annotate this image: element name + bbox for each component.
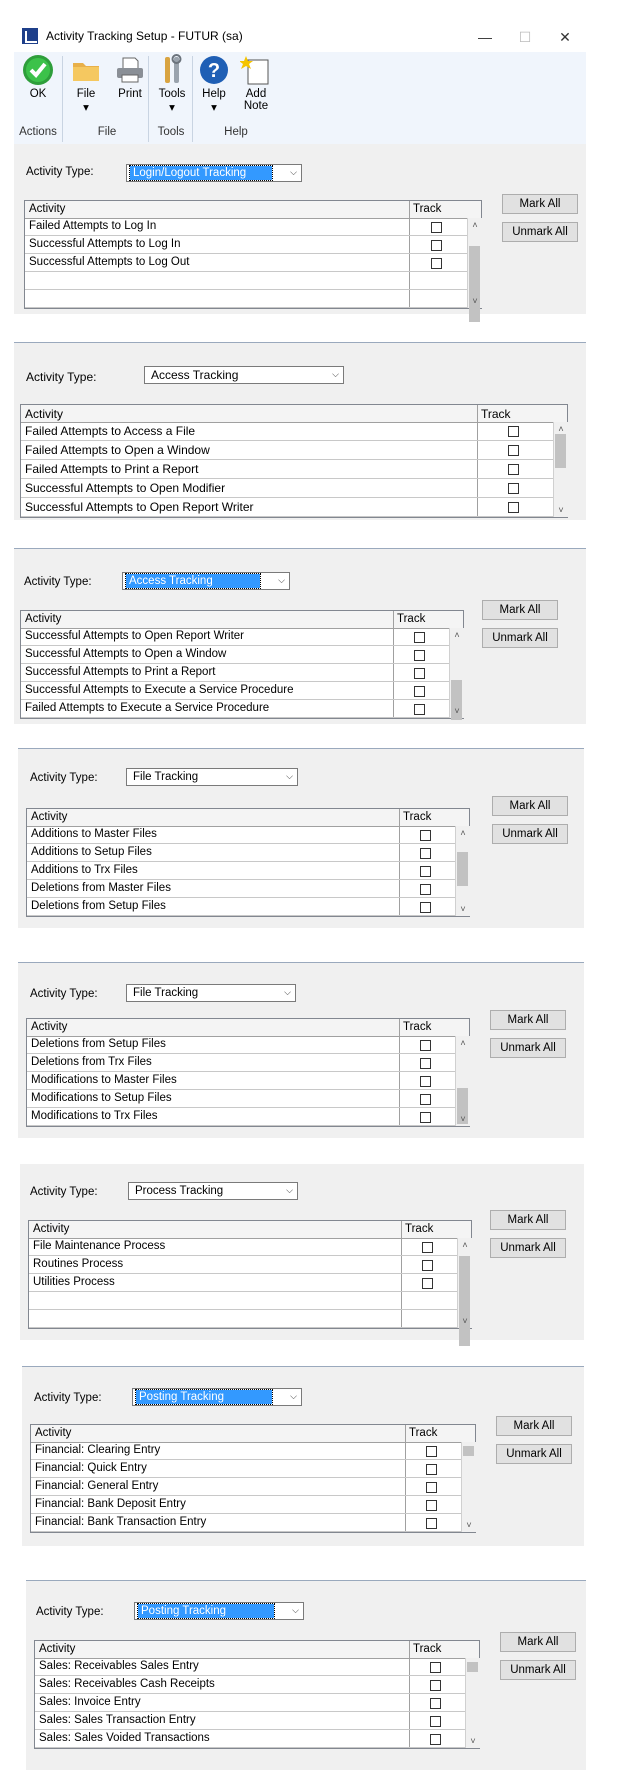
track-checkbox[interactable] xyxy=(420,830,431,841)
activity-name: Failed Attempts to Print a Report xyxy=(25,462,199,476)
add-note-button[interactable]: Add Note xyxy=(236,54,276,112)
track-checkbox[interactable] xyxy=(420,1112,431,1123)
chevron-down-icon[interactable]: ⌵ xyxy=(284,987,291,997)
mark-all-button[interactable]: Mark All xyxy=(492,796,568,816)
chevron-down-icon[interactable]: ⌵ xyxy=(332,369,339,379)
activity-name: Failed Attempts to Access a File xyxy=(25,424,196,438)
ribbon-separator xyxy=(62,56,63,142)
panel-border xyxy=(14,548,586,549)
activity-type-dropdown[interactable] xyxy=(126,768,298,786)
activity-name: Sales: Sales Voided Transactions xyxy=(39,1732,210,1744)
track-checkbox[interactable] xyxy=(508,426,519,437)
track-checkbox[interactable] xyxy=(422,1242,433,1253)
grid-header xyxy=(27,809,469,827)
table-row[interactable] xyxy=(35,1730,465,1748)
track-checkbox[interactable] xyxy=(508,502,519,513)
ribbon-group-help: Help xyxy=(224,126,248,138)
table-row[interactable] xyxy=(29,1292,457,1310)
table-row[interactable] xyxy=(35,1658,465,1676)
activity-name: Successful Attempts to Open Report Writer xyxy=(25,500,254,514)
activity-grid xyxy=(20,404,568,518)
activity-panel xyxy=(14,548,586,724)
ribbon-separator xyxy=(192,56,193,142)
track-checkbox[interactable] xyxy=(414,686,425,697)
unmark-all-button[interactable]: Unmark All xyxy=(500,1660,576,1680)
scrollbar-thumb[interactable] xyxy=(555,434,566,468)
activity-name: Additions to Setup Files xyxy=(31,846,152,858)
scroll-down-icon[interactable]: ˅ xyxy=(460,904,466,914)
folder-icon xyxy=(70,54,102,86)
activity-name: Modifications to Master Files xyxy=(31,1074,177,1086)
activity-name: Utilities Process xyxy=(33,1276,115,1288)
activity-name: Successful Attempts to Execute a Service Procedure xyxy=(25,684,294,696)
column-header-track[interactable]: Track xyxy=(413,203,442,215)
vertical-scrollbar[interactable] xyxy=(467,218,482,308)
chevron-down-icon[interactable]: ⌵ xyxy=(286,1185,293,1195)
activity-name: Additions to Master Files xyxy=(31,828,157,840)
minimize-button[interactable]: — xyxy=(478,29,492,45)
column-header-activity[interactable]: Activity xyxy=(31,1021,68,1033)
unmark-all-button[interactable]: Unmark All xyxy=(496,1444,572,1464)
panel-border xyxy=(18,748,584,749)
chevron-down-icon[interactable]: ⌵ xyxy=(286,771,293,781)
scroll-up-icon[interactable]: ˄ xyxy=(460,828,466,838)
table-row[interactable] xyxy=(29,1274,457,1292)
app-logo-icon xyxy=(22,28,38,44)
track-checkbox[interactable] xyxy=(414,632,425,643)
track-checkbox[interactable] xyxy=(426,1482,437,1493)
ribbon-group-tools: Tools xyxy=(157,126,185,138)
activity-grid xyxy=(34,1640,480,1749)
activity-name: Routines Process xyxy=(33,1258,124,1270)
file-menu-button[interactable]: File ▾ xyxy=(66,54,106,114)
table-row[interactable] xyxy=(31,1442,461,1460)
track-checkbox[interactable] xyxy=(431,222,442,233)
activity-name: Financial: Clearing Entry xyxy=(35,1444,161,1456)
ribbon-group-actions: Actions xyxy=(19,126,57,138)
activity-grid xyxy=(24,200,482,309)
table-row[interactable] xyxy=(35,1676,465,1694)
printer-icon xyxy=(114,54,146,86)
activity-type-label: Activity Type: xyxy=(26,370,97,384)
help-menu-button[interactable]: ? Help ▾ xyxy=(194,54,234,114)
table-row[interactable] xyxy=(27,1090,455,1108)
track-checkbox[interactable] xyxy=(430,1680,441,1691)
scroll-down-icon[interactable]: ˅ xyxy=(454,706,460,716)
svg-text:?: ? xyxy=(207,60,221,82)
activity-type-label: Activity Type: xyxy=(30,772,98,784)
table-row[interactable] xyxy=(27,826,455,844)
activity-type-label: Activity Type: xyxy=(36,1606,104,1618)
table-row[interactable] xyxy=(21,460,553,479)
chevron-down-icon: ▾ xyxy=(211,102,217,114)
unmark-all-button[interactable]: Unmark All xyxy=(490,1038,566,1058)
activity-name: Successful Attempts to Print a Report xyxy=(25,666,216,678)
vertical-scrollbar[interactable] xyxy=(457,1238,472,1328)
track-checkbox[interactable] xyxy=(431,240,442,251)
track-checkbox[interactable] xyxy=(430,1734,441,1745)
table-row[interactable] xyxy=(29,1310,457,1328)
chevron-down-icon: ▾ xyxy=(169,102,175,114)
scrollbar-thumb[interactable] xyxy=(463,1446,474,1456)
activity-panel xyxy=(20,1164,584,1340)
unmark-all-button[interactable]: Unmark All xyxy=(482,628,558,648)
activity-panel xyxy=(22,1366,584,1546)
track-checkbox[interactable] xyxy=(420,1058,431,1069)
activity-name: Failed Attempts to Execute a Service Procedure xyxy=(25,702,270,714)
track-checkbox[interactable] xyxy=(422,1278,433,1289)
activity-type-label: Activity Type: xyxy=(26,166,94,178)
activity-type-label: Activity Type: xyxy=(30,1186,98,1198)
table-row[interactable] xyxy=(21,700,449,718)
chevron-down-icon[interactable]: ⌵ xyxy=(290,1391,297,1401)
column-header-track[interactable]: Track xyxy=(481,407,511,421)
activity-type-value: File Tracking xyxy=(133,771,199,783)
table-row[interactable] xyxy=(25,218,467,236)
table-row[interactable] xyxy=(21,664,449,682)
scrollbar-thumb[interactable] xyxy=(469,246,480,322)
track-checkbox[interactable] xyxy=(414,668,425,679)
activity-type-label: Activity Type: xyxy=(34,1392,102,1404)
vertical-scrollbar[interactable] xyxy=(461,1442,476,1532)
track-checkbox[interactable] xyxy=(420,884,431,895)
table-row[interactable] xyxy=(31,1514,461,1532)
activity-name: Financial: Bank Transaction Entry xyxy=(35,1516,207,1528)
activity-type-dropdown[interactable] xyxy=(122,572,290,590)
activity-name: Modifications to Setup Files xyxy=(31,1092,172,1104)
activity-panel xyxy=(14,342,586,520)
activity-type-label: Activity Type: xyxy=(30,988,98,1000)
table-row[interactable] xyxy=(25,272,467,290)
grid-header xyxy=(21,405,567,423)
add-note-icon xyxy=(240,54,272,86)
table-row[interactable] xyxy=(21,498,553,517)
scroll-up-icon[interactable]: ˄ xyxy=(558,424,564,434)
track-checkbox[interactable] xyxy=(426,1464,437,1475)
table-row[interactable] xyxy=(21,682,449,700)
activity-name: Financial: General Entry xyxy=(35,1480,159,1492)
table-row[interactable] xyxy=(35,1694,465,1712)
vertical-scrollbar[interactable] xyxy=(455,826,470,916)
activity-name: Failed Attempts to Log In xyxy=(29,220,157,232)
track-checkbox[interactable] xyxy=(426,1446,437,1457)
table-row[interactable] xyxy=(31,1478,461,1496)
track-checkbox[interactable] xyxy=(508,445,519,456)
activity-name: Sales: Sales Transaction Entry xyxy=(39,1714,196,1726)
track-checkbox[interactable] xyxy=(420,1076,431,1087)
track-checkbox[interactable] xyxy=(430,1698,441,1709)
table-row[interactable] xyxy=(27,880,455,898)
activity-type-value: Posting Tracking xyxy=(138,1604,274,1618)
column-header-activity[interactable]: Activity xyxy=(35,1427,72,1439)
scroll-up-icon[interactable]: ˄ xyxy=(462,1240,468,1250)
scroll-down-icon[interactable]: ˅ xyxy=(460,1114,466,1124)
activity-type-value: Process Tracking xyxy=(135,1185,224,1197)
unmark-all-button[interactable]: Unmark All xyxy=(492,824,568,844)
column-header-track[interactable]: Track xyxy=(405,1223,434,1235)
activity-name: Successful Attempts to Log In xyxy=(29,238,181,250)
activity-name: Additions to Trx Files xyxy=(31,864,138,876)
table-row[interactable] xyxy=(31,1496,461,1514)
table-row[interactable] xyxy=(27,1072,455,1090)
activity-name: Failed Attempts to Open a Window xyxy=(25,443,210,457)
chevron-down-icon[interactable]: ⌵ xyxy=(290,167,297,177)
scrollbar-thumb[interactable] xyxy=(457,852,468,886)
grid-header xyxy=(35,1641,479,1659)
activity-name: Sales: Receivables Cash Receipts xyxy=(39,1678,215,1690)
help-icon xyxy=(198,54,230,86)
column-header-track[interactable]: Track xyxy=(403,1021,432,1033)
scroll-up-icon[interactable]: ˄ xyxy=(472,220,478,230)
activity-type-dropdown[interactable] xyxy=(144,366,344,384)
vertical-scrollbar[interactable] xyxy=(553,422,568,517)
panel-border xyxy=(26,1580,586,1581)
mark-all-button[interactable]: Mark All xyxy=(502,194,578,214)
activity-name: Deletions from Setup Files xyxy=(31,1038,166,1050)
track-checkbox[interactable] xyxy=(420,1040,431,1051)
mark-all-button[interactable]: Mark All xyxy=(496,1416,572,1436)
grid-header xyxy=(31,1425,475,1443)
track-checkbox[interactable] xyxy=(420,902,431,913)
tools-menu-button[interactable]: Tools ▾ xyxy=(152,54,192,114)
activity-type-dropdown[interactable] xyxy=(134,1602,304,1620)
scrollbar-thumb[interactable] xyxy=(459,1256,470,1346)
close-button[interactable]: ✕ xyxy=(559,29,571,45)
activity-grid xyxy=(30,1424,476,1533)
activity-type-dropdown[interactable] xyxy=(126,984,296,1002)
ok-button[interactable]: OK xyxy=(18,54,58,100)
tools-icon xyxy=(156,54,188,86)
table-row[interactable] xyxy=(27,1036,455,1054)
activity-panel xyxy=(18,962,584,1138)
activity-name: Financial: Quick Entry xyxy=(35,1462,147,1474)
unmark-all-button[interactable]: Unmark All xyxy=(502,222,578,242)
maximize-button[interactable]: ☐ xyxy=(518,29,532,45)
activity-type-value: Access Tracking xyxy=(126,574,260,588)
scroll-down-icon[interactable]: ˅ xyxy=(558,505,564,515)
scroll-up-icon[interactable]: ˄ xyxy=(460,1038,466,1048)
activity-name: Sales: Invoice Entry xyxy=(39,1696,141,1708)
table-row[interactable] xyxy=(27,862,455,880)
activity-type-label: Activity Type: xyxy=(24,576,92,588)
track-checkbox[interactable] xyxy=(508,464,519,475)
column-header-activity[interactable]: Activity xyxy=(29,203,66,215)
table-row[interactable] xyxy=(21,628,449,646)
chevron-down-icon[interactable]: ⌵ xyxy=(292,1605,299,1615)
column-header-activity[interactable]: Activity xyxy=(25,407,64,421)
panel-border xyxy=(14,342,586,343)
activity-type-dropdown[interactable] xyxy=(126,164,302,182)
table-row[interactable] xyxy=(29,1238,457,1256)
track-checkbox[interactable] xyxy=(422,1260,433,1271)
scroll-down-icon[interactable]: ˅ xyxy=(470,1736,476,1746)
table-row[interactable] xyxy=(27,898,455,916)
mark-all-button[interactable]: Mark All xyxy=(482,600,558,620)
table-row[interactable] xyxy=(27,844,455,862)
grid-header xyxy=(21,611,463,629)
table-row[interactable] xyxy=(29,1256,457,1274)
activity-name: Modifications to Trx Files xyxy=(31,1110,158,1122)
table-row[interactable] xyxy=(25,254,467,272)
window-title: Activity Tracking Setup - FUTUR (sa) xyxy=(46,29,243,43)
activity-name: Financial: Bank Deposit Entry xyxy=(35,1498,186,1510)
track-checkbox[interactable] xyxy=(414,650,425,661)
table-row[interactable] xyxy=(25,290,467,308)
column-header-activity[interactable]: Activity xyxy=(33,1223,70,1235)
table-row[interactable] xyxy=(21,646,449,664)
scroll-up-icon[interactable]: ˄ xyxy=(454,630,460,640)
track-checkbox[interactable] xyxy=(414,704,425,715)
activity-grid xyxy=(26,1018,470,1127)
column-header-activity[interactable]: Activity xyxy=(31,811,68,823)
activity-name: Successful Attempts to Open a Window xyxy=(25,648,227,660)
activity-type-value: Access Tracking xyxy=(151,368,239,382)
activity-name: Successful Attempts to Open Modifier xyxy=(25,481,226,495)
scrollbar-thumb[interactable] xyxy=(467,1662,478,1672)
column-header-activity[interactable]: Activity xyxy=(25,613,62,625)
track-checkbox[interactable] xyxy=(431,258,442,269)
mark-all-button[interactable]: Mark All xyxy=(500,1632,576,1652)
ok-check-icon xyxy=(22,54,54,86)
track-checkbox[interactable] xyxy=(508,483,519,494)
activity-panel xyxy=(18,748,584,928)
column-header-track[interactable]: Track xyxy=(403,811,432,823)
mark-all-button[interactable]: Mark All xyxy=(490,1210,566,1230)
activity-type-value: Login/Logout Tracking xyxy=(130,166,272,180)
activity-panel xyxy=(14,144,586,314)
panel-border xyxy=(18,962,584,963)
activity-name: Successful Attempts to Open Report Writer xyxy=(25,630,245,642)
track-checkbox[interactable] xyxy=(426,1518,437,1529)
mark-all-button[interactable]: Mark All xyxy=(490,1010,566,1030)
print-button[interactable]: Print xyxy=(110,54,150,100)
track-checkbox[interactable] xyxy=(426,1500,437,1511)
activity-name: File Maintenance Process xyxy=(33,1240,166,1252)
track-checkbox[interactable] xyxy=(430,1716,441,1727)
activity-type-dropdown[interactable] xyxy=(132,1388,302,1406)
table-row[interactable] xyxy=(31,1460,461,1478)
table-row[interactable] xyxy=(27,1108,455,1126)
activity-type-value: File Tracking xyxy=(133,987,199,999)
grid-header xyxy=(29,1221,471,1239)
ribbon-toolbar xyxy=(14,52,586,145)
table-row[interactable] xyxy=(27,1054,455,1072)
scroll-down-icon[interactable]: ˅ xyxy=(462,1316,468,1326)
vertical-scrollbar[interactable] xyxy=(455,1036,470,1126)
grid-header xyxy=(27,1019,469,1037)
table-row[interactable] xyxy=(25,236,467,254)
vertical-scrollbar[interactable] xyxy=(449,628,464,718)
grid-header xyxy=(25,201,481,219)
track-checkbox[interactable] xyxy=(430,1662,441,1673)
activity-name: Deletions from Trx Files xyxy=(31,1056,152,1068)
column-header-track[interactable]: Track xyxy=(413,1643,442,1655)
table-row[interactable] xyxy=(21,441,553,460)
activity-grid xyxy=(28,1220,472,1329)
column-header-track[interactable]: Track xyxy=(409,1427,438,1439)
activity-type-dropdown[interactable] xyxy=(128,1182,298,1200)
panel-border xyxy=(22,1366,584,1367)
scroll-down-icon[interactable]: ˅ xyxy=(466,1520,472,1530)
column-header-track[interactable]: Track xyxy=(397,613,426,625)
scroll-down-icon[interactable]: ˅ xyxy=(472,296,478,306)
table-row[interactable] xyxy=(35,1712,465,1730)
table-row[interactable] xyxy=(21,479,553,498)
ribbon-group-file: File xyxy=(97,126,117,138)
activity-name: Sales: Receivables Sales Entry xyxy=(39,1660,199,1672)
activity-type-value: Posting Tracking xyxy=(136,1390,272,1404)
activity-name: Successful Attempts to Log Out xyxy=(29,256,190,268)
track-checkbox[interactable] xyxy=(420,848,431,859)
track-checkbox[interactable] xyxy=(420,866,431,877)
chevron-down-icon[interactable]: ⌵ xyxy=(278,575,285,585)
unmark-all-button[interactable]: Unmark All xyxy=(490,1238,566,1258)
chevron-down-icon: ▾ xyxy=(83,102,89,114)
vertical-scrollbar[interactable] xyxy=(465,1658,480,1748)
activity-name: Deletions from Master Files xyxy=(31,882,171,894)
activity-name: Deletions from Setup Files xyxy=(31,900,166,912)
activity-grid xyxy=(20,610,464,719)
activity-panel xyxy=(26,1580,586,1770)
table-row[interactable] xyxy=(21,422,553,441)
track-checkbox[interactable] xyxy=(420,1094,431,1105)
activity-grid xyxy=(26,808,470,917)
column-header-activity[interactable]: Activity xyxy=(39,1643,76,1655)
title-bar xyxy=(14,22,586,52)
